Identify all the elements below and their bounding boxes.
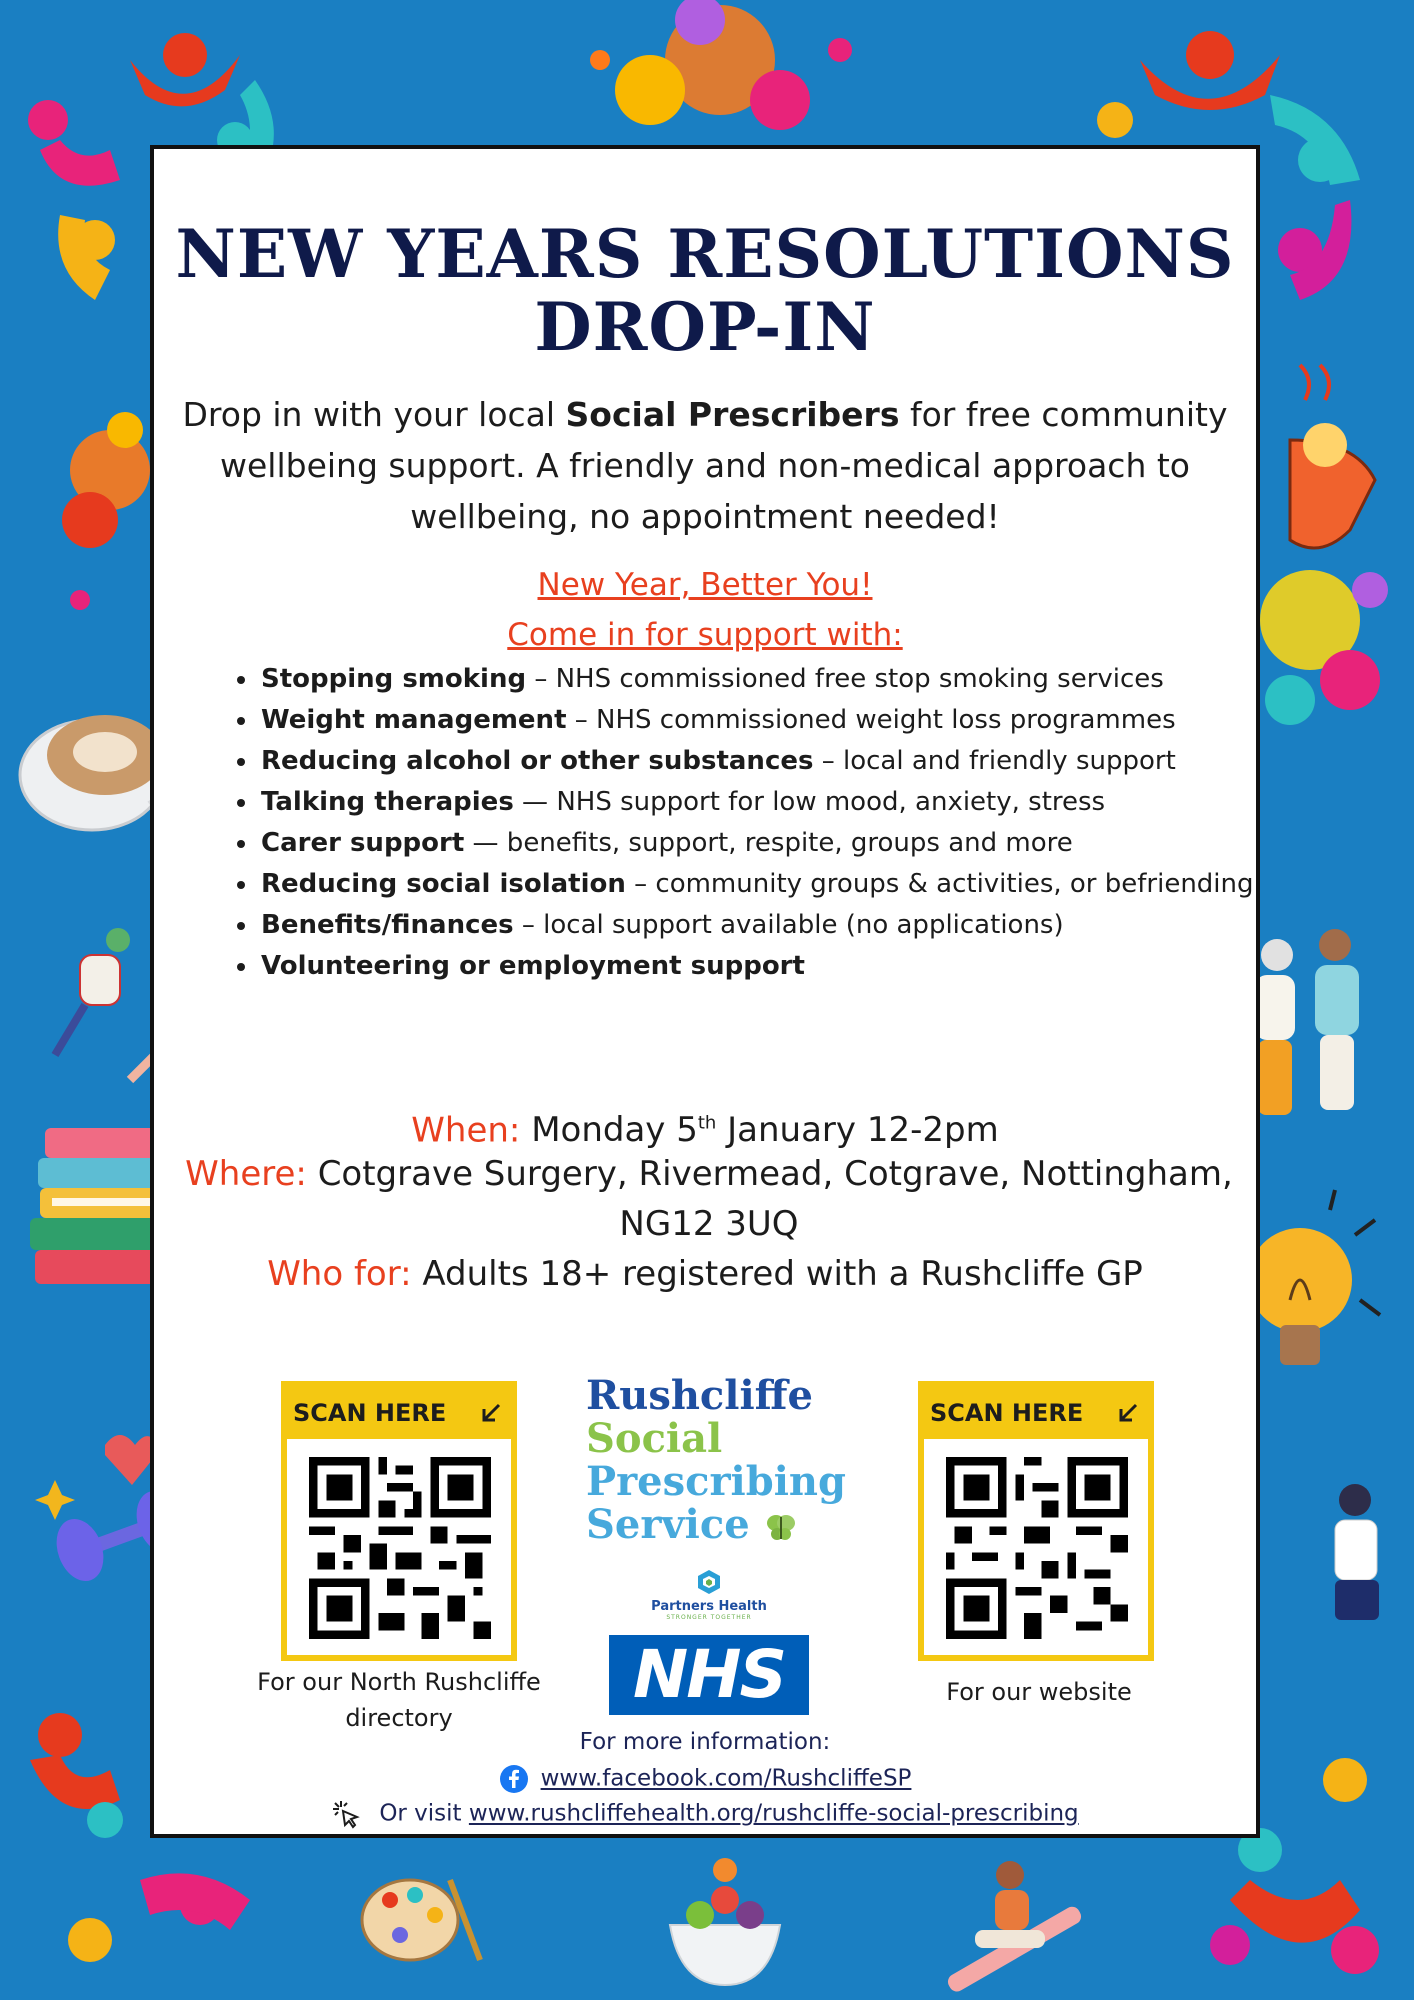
- facebook-link[interactable]: www.facebook.com/RushcliffeSP: [540, 1765, 912, 1792]
- page-title-line2: DROP-IN: [534, 288, 876, 366]
- facebook-icon: [499, 1764, 529, 1794]
- logo-line4: Service: [586, 1503, 846, 1546]
- logo-line2: Social: [586, 1415, 723, 1462]
- poster-card: [150, 145, 1260, 1838]
- paint-splash-right: [1260, 570, 1388, 725]
- when-label: When:: [411, 1110, 521, 1151]
- intro-bold-highlight: Social Prescribers: [565, 395, 900, 434]
- scan-here-label: SCAN HERE: [924, 1387, 1148, 1439]
- qr-right-caption: For our website: [946, 1678, 1132, 1706]
- arrow-down-left-icon: [1116, 1401, 1140, 1425]
- website-link[interactable]: www.rushcliffehealth.org/rushcliffe-social-prescribing: [468, 1800, 1079, 1827]
- tagline-line1: New Year, Better You!: [537, 567, 873, 603]
- butterfly-icon: [764, 1513, 798, 1543]
- support-list-item: • Talking therapies — NHS support for low mood, anxiety, stress: [259, 782, 1279, 823]
- partners-health-emblem-icon: [696, 1569, 722, 1595]
- qr-code-left[interactable]: [281, 1381, 517, 1661]
- nhs-logo: NHS: [609, 1635, 809, 1715]
- partners-health-name: Partners Health: [651, 1599, 767, 1614]
- intro-paragraph: [174, 389, 1236, 542]
- support-list-item: • Volunteering or employment support: [259, 946, 1279, 987]
- visit-prefix: Or visit: [379, 1800, 469, 1827]
- support-list: [214, 659, 1279, 987]
- qr-code-image: [946, 1457, 1128, 1639]
- paint-splash-left: [62, 412, 150, 610]
- support-list-item: • Reducing alcohol or other substances – local and friendly support: [259, 741, 1279, 782]
- cursor-click-icon: [331, 1799, 361, 1829]
- paint-splash-top: [590, 0, 852, 130]
- support-list-item: • Reducing social isolation – community groups & activities, or befriending: [259, 864, 1279, 905]
- support-list-item: • Weight management – NHS commissioned weight loss programmes: [259, 700, 1279, 741]
- partners-health-tagline: STRONGER TOGETHER: [666, 1614, 752, 1621]
- qr-code-image: [309, 1457, 491, 1639]
- tagline-line2: Come in for support with:: [507, 617, 903, 653]
- website-contact: [154, 1799, 1256, 1829]
- paint-palette-icon: [362, 1880, 480, 1960]
- who-label: Who for:: [267, 1254, 412, 1294]
- intro-text-start: Drop in with your local: [182, 395, 566, 434]
- support-list-item: • Benefits/finances – local support available (no applications): [259, 905, 1279, 946]
- rushcliffe-social-prescribing-logo: [586, 1374, 846, 1546]
- salad-bowl-icon: [670, 1858, 780, 1985]
- scan-here-label: SCAN HERE: [287, 1387, 511, 1439]
- where-value: Cotgrave Surgery, Rivermead, Cotgrave, Nottingham, NG12 3UQ: [317, 1154, 1233, 1244]
- logo-line1: Rushcliffe: [586, 1372, 813, 1419]
- soup-pot-icon: [1290, 365, 1375, 548]
- page-title-line1: NEW YEARS RESOLUTIONS: [175, 215, 1235, 293]
- logo-line3: Prescribing: [586, 1458, 846, 1505]
- arrow-down-left-icon: [479, 1401, 503, 1425]
- when-value: Monday 5th January 12-2pm: [531, 1110, 999, 1151]
- partners-health-logo: [629, 1569, 789, 1621]
- event-who: [154, 1249, 1256, 1299]
- qr-code-right[interactable]: [918, 1381, 1154, 1661]
- event-where: [164, 1149, 1254, 1249]
- support-list-item: • Stopping smoking – NHS commissioned free stop smoking services: [259, 659, 1279, 700]
- event-when: [154, 1099, 1256, 1155]
- more-info-label: For more information:: [579, 1729, 831, 1755]
- facebook-contact: [154, 1764, 1256, 1794]
- yoga-person-illustration: [945, 1861, 1084, 1994]
- who-value: Adults 18+ registered with a Rushcliffe GP: [422, 1254, 1143, 1294]
- support-list-item: • Carer support — benefits, support, respite, groups and more: [259, 823, 1279, 864]
- intro-text-end: for free community wellbeing support. A friendly and non-medical approach to wellbeing, no appointment needed!: [220, 395, 1228, 536]
- qr-left-caption: For our North Rushcliffe directory: [257, 1668, 541, 1732]
- where-label: Where:: [185, 1154, 307, 1194]
